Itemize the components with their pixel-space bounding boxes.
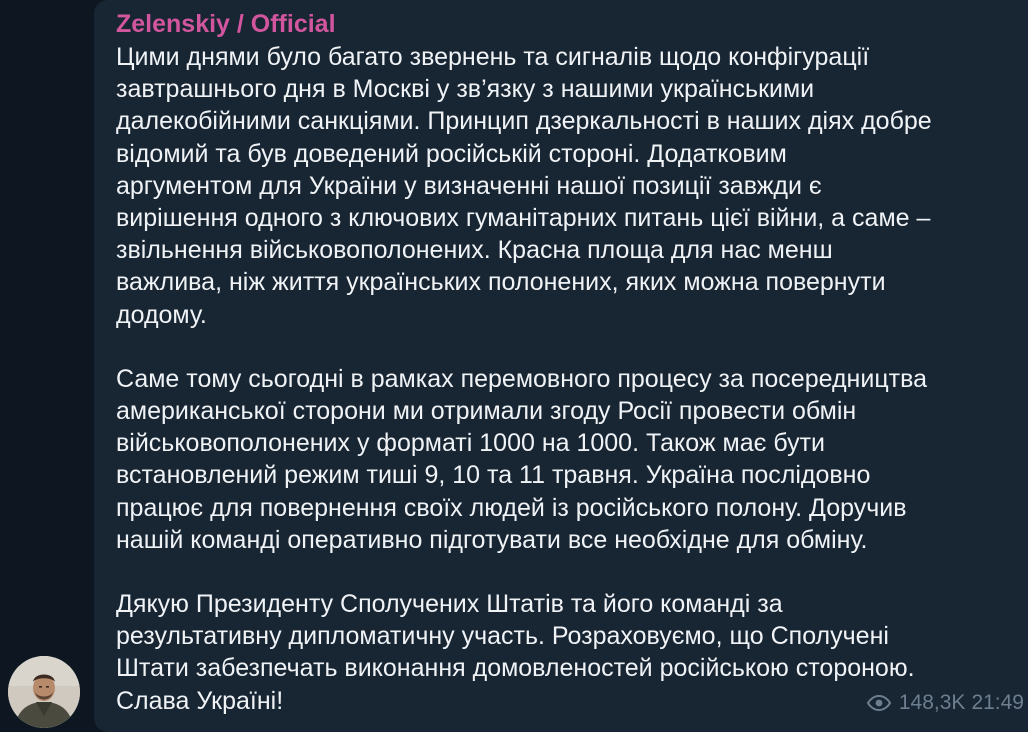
eye-icon (867, 695, 891, 711)
message-paragraph: Дякую Президенту Сполучених Штатів та його команді за результативну дипломатичну участь. Розраховуємо, що Сполучені Штати забезпечать виконання домовленостей російською стороною. Слава Україні! (116, 590, 915, 715)
message-text (116, 41, 1016, 717)
avatar-portrait (8, 656, 80, 728)
views-count: 148,3K (898, 691, 966, 714)
message-time: 21:49 (971, 691, 1024, 714)
message-meta (867, 690, 1024, 716)
sender-name[interactable]: Zelenskiy / Official (116, 10, 336, 38)
channel-avatar[interactable] (8, 656, 80, 728)
message-paragraph: Саме тому сьогодні в рамках перемовного процесу за посередництва американської сторони ми отримали згоду Росії провести обмін військовополонених у форматі 1000 на 1000. Також має бути встановлений режим тиші 9, 10 та 11 травня. Україна послідовно працює для повернення своїх людей із російського полону. Доручив нашій команді оперативно підготувати все необхідне для обміну. (116, 364, 927, 554)
message-bubble[interactable] (94, 0, 1028, 732)
message-paragraph: Цими днями було багато звернень та сигналів щодо конфігурації завтрашнього дня в Москві у зв’язку з нашими українськими далекобійними санкціями. Принцип дзеркальності в наших діях добре відомий та був доведений російській стороні. Додатковим аргументом для України у визначенні нашої позиції завжди є вирішення одного з ключових гуманітарних питань цієї війни, а саме – звільнення військовополонених. Красна площа для нас менш важлива, ніж життя українських полонених, яких можна повернути додому. (116, 43, 932, 329)
